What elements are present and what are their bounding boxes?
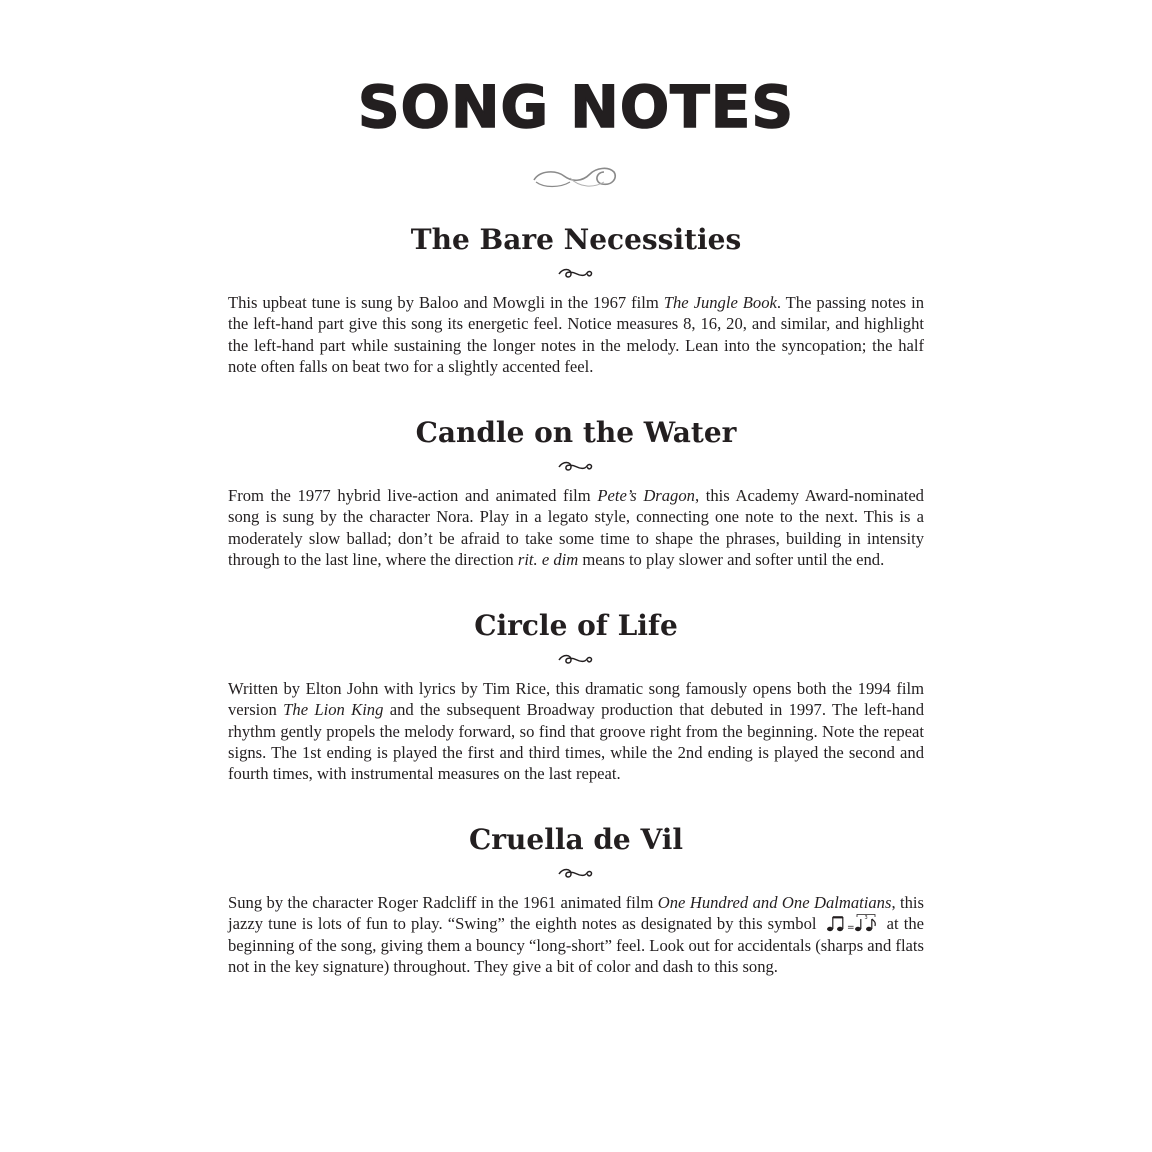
song-description <box>228 678 924 784</box>
paragraph-text: Sung by the character Roger Radcliff in the 1961 animated film <box>228 893 658 912</box>
swing-equals-text: = <box>846 923 855 934</box>
song-heading: The Bare Necessities <box>410 223 742 256</box>
paragraph-text: . The passing notes in the left-hand part give this song its energetic feel. Notice measures 8, 16, 20, and similar, and highlight the left-hand part while sustaining the longer notes in the melody. Lean into the syncopation; the half note often falls on beat two for a slightly accented feel. <box>228 293 924 376</box>
paragraph-text: at the beginning of the song, giving them a bouncy “long-short” feel. Look out for accidentals (sharps and flats not in the key signature) throughout. They give a bit of color and dash to this song. <box>228 914 924 976</box>
song-heading: Candle on the Water <box>415 416 737 449</box>
song-heading: Cruella de Vil <box>468 823 684 856</box>
paragraph-text: From the 1977 hybrid live-action and animated film <box>228 486 598 505</box>
italic-title-text: Pete’s Dragon <box>597 486 695 505</box>
paragraph-text: This upbeat tune is sung by Baloo and Mowgli in the 1967 film <box>228 293 664 312</box>
song-description <box>228 292 924 377</box>
paragraph-text: Written by Elton John with lyrics by Tim Rice, this dramatic song famously opens both the 1994 film version <box>228 679 924 720</box>
italic-title-text: The Lion King <box>283 700 384 720</box>
paragraph-text: , this Academy Award-nominated song is sung by the character Nora. Play in a legato style, connecting one note to the next. This is a moderately slow ballad; don’t be afraid to take some time to shape the phrases, building in intensity through to the last line, where the direction <box>228 486 924 569</box>
section-flourish-ornament <box>557 652 595 666</box>
paragraph-text: and the subsequent Broadway production that debuted in 1997. The left-hand rhythm gently propels the melody forward, so find that groove right from the beginning. Note the repeat signs. The 1st ending is played the first and third times, while the 2nd ending is played the second and fourth times, with instrumental measures on the last repeat. <box>228 700 924 784</box>
song-heading: Circle of Life <box>474 609 678 642</box>
paragraph-text: , this jazzy tune is lots of fun to play. “Swing” the eighth notes as designated by this symbol <box>228 893 924 934</box>
song-description <box>228 485 924 570</box>
title-flourish-ornament <box>530 158 620 192</box>
section-flourish-ornament <box>557 459 595 473</box>
section-flourish-ornament <box>557 266 595 280</box>
song-section-bare-necessities <box>228 222 924 377</box>
page-title: SONG NOTES <box>357 73 795 141</box>
italic-title-text: One Hundred and One Dalmatians <box>657 893 892 912</box>
paragraph-text: means to play slower and softer until the end. <box>578 549 885 569</box>
song-description <box>228 892 924 977</box>
swing-triplet-text: 3 <box>864 915 868 922</box>
section-flourish-ornament <box>557 866 595 880</box>
song-section-cruella-de-vil <box>228 822 924 977</box>
italic-title-text: The Jungle Book <box>663 293 777 312</box>
song-section-circle-of-life <box>228 608 924 784</box>
italic-title-text: rit. e dim <box>517 549 579 569</box>
swing-eighths-symbol <box>826 913 878 933</box>
song-section-candle-on-the-water <box>228 415 924 570</box>
